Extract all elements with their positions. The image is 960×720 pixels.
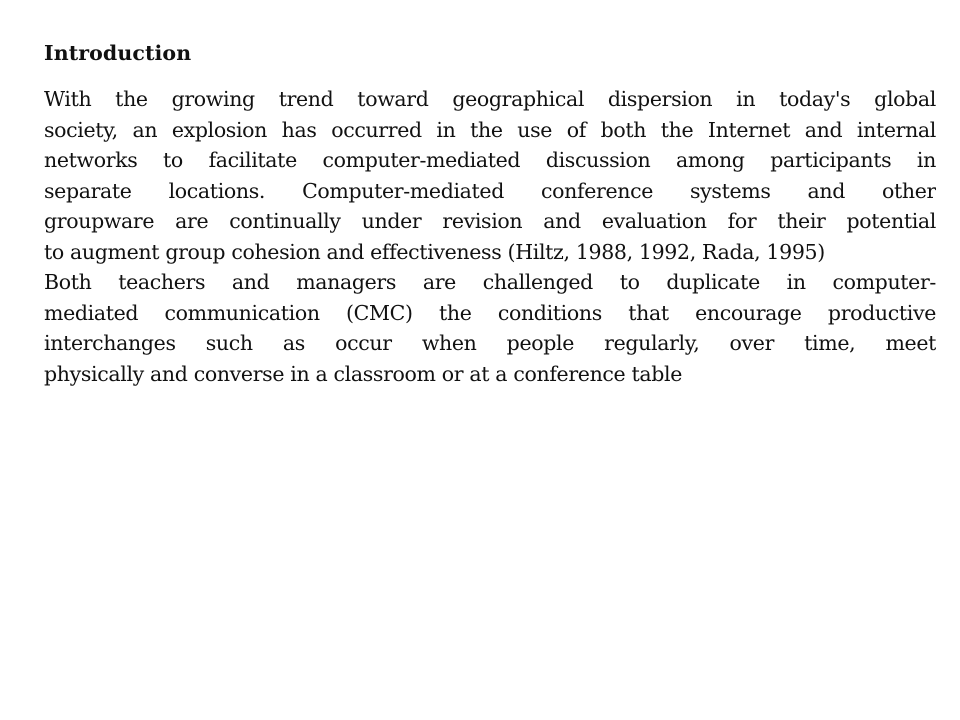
body-paragraph <box>44 84 936 389</box>
paragraph-line: interchanges such as occur when people regularly, over time, meet <box>44 331 936 355</box>
paragraph-line: groupware are continually under revision and evaluation for their potential <box>44 209 936 233</box>
paragraph-line: networks to facilitate computer-mediated discussion among participants in <box>44 148 936 172</box>
paragraph-line: society, an explosion has occurred in the use of both the Internet and internal <box>44 117 936 142</box>
paragraph-line: separate locations. Computer-mediated conference systems and other <box>44 178 936 203</box>
section-heading: Introduction <box>44 41 192 65</box>
paragraph-line: Both teachers and managers are challenged to duplicate in computer- <box>44 270 936 294</box>
paragraph-line: physically and converse in a classroom or at a conference table <box>44 361 683 386</box>
paragraph-line: to augment group cohesion and effectiveness (Hiltz, 1988, 1992, Rada, 1995) <box>44 239 825 264</box>
paragraph-line: mediated communication (CMC) the conditions that encourage productive <box>44 300 936 325</box>
document-page <box>44 38 936 389</box>
paragraph-line: With the growing trend toward geographical dispersion in today's global <box>44 87 936 111</box>
